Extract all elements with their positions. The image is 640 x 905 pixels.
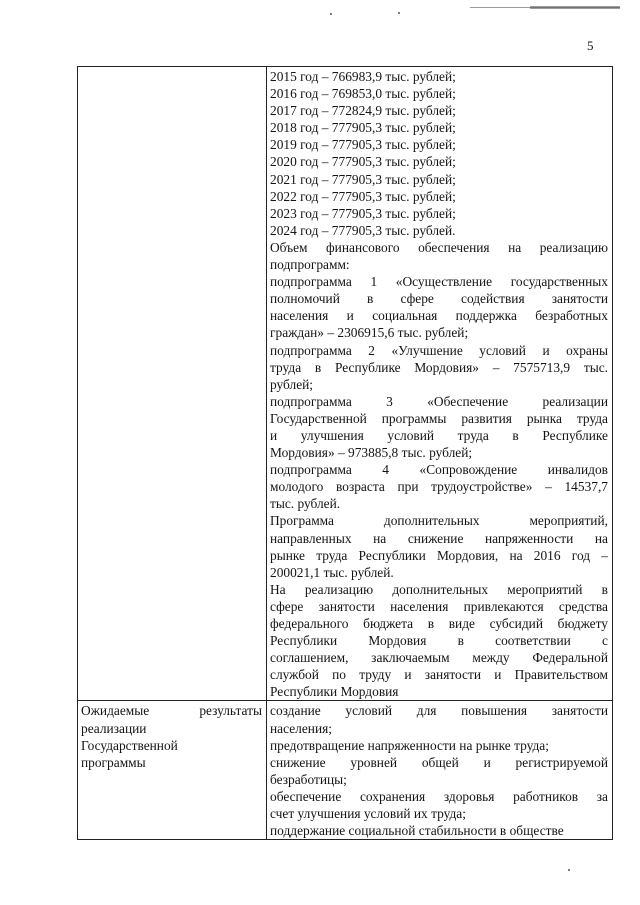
text-line: Государственной xyxy=(81,737,178,753)
text-line: Программа дополнительных мероприятий, xyxy=(270,513,608,529)
text-line: 2020 год – 777905,3 тыс. рублей; xyxy=(270,154,456,170)
text-line: безработицы; xyxy=(270,771,347,787)
row2-right-cell xyxy=(267,701,613,840)
text-line: 2019 год – 777905,3 тыс. рублей; xyxy=(270,137,456,153)
text-line: Республики Мордовия в соответствии с xyxy=(270,633,608,649)
text-line: Государственной программы развития рынка труда xyxy=(270,410,608,426)
text-line: 2022 год – 777905,3 тыс. рублей; xyxy=(270,188,456,204)
text-line: реализации xyxy=(81,720,147,736)
page-number: 5 xyxy=(587,38,594,53)
scan-artifact xyxy=(470,6,620,9)
text-line: 2016 год – 769853,0 тыс. рублей; xyxy=(270,86,456,102)
text-line: рублей; xyxy=(270,376,314,392)
text-line: федерального бюджета в виде субсидий бюджету xyxy=(270,616,608,631)
text-line: На реализацию дополнительных мероприятий в xyxy=(270,581,608,597)
text-line: молодого возраста при трудоустройстве» – 14537,7 xyxy=(270,479,608,495)
text-line: Объем финансового обеспечения на реализацию xyxy=(270,239,608,255)
text-line: направленных на снижение напряженности на xyxy=(270,530,608,546)
text-line: поддержание социальной стабильности в обществе xyxy=(270,823,564,839)
text-line: подпрограмма 2 «Улучшение условий и охраны xyxy=(270,342,608,358)
text-line: полномочий в сфере содействия занятости xyxy=(270,291,608,307)
text-line: программы xyxy=(81,754,146,770)
text-line: 200021,1 тыс. рублей. xyxy=(270,564,394,580)
text-line: труда в Республике Мордовия» – 7575713,9 тыс. xyxy=(270,359,608,375)
text-line: тыс. рублей. xyxy=(270,496,341,512)
text-line: 2021 год – 777905,3 тыс. рублей; xyxy=(270,171,456,187)
row1-left-cell xyxy=(78,67,267,701)
row1-right-cell xyxy=(267,67,613,701)
scan-speck xyxy=(398,12,400,14)
text-line: создание условий для повышения занятости xyxy=(270,703,608,719)
text-line: подпрограмма 1 «Осуществление государственных xyxy=(270,274,608,290)
text-line: счет улучшения условий их труда; xyxy=(270,806,466,822)
text-line: обеспечение сохранения здоровья работников за xyxy=(270,788,608,804)
scan-speck xyxy=(568,869,570,871)
text-line: населения; xyxy=(270,720,332,736)
table-row xyxy=(78,67,613,701)
text-line: снижение уровней общей и регистрируемой xyxy=(270,754,608,770)
text-line: подпрограмма 4 «Сопровождение инвалидов xyxy=(270,462,608,478)
text-line: предотвращение напряженности на рынке труда; xyxy=(270,737,549,753)
scan-speck xyxy=(330,13,332,15)
text-line: 2018 год – 777905,3 тыс. рублей; xyxy=(270,120,456,136)
text-line: 2015 год – 766983,9 тыс. рублей; xyxy=(270,69,456,84)
text-line: подпрограмма 3 «Обеспечение реализации xyxy=(270,393,608,409)
text-line: рынке труда Республики Мордовия, на 2016 год – xyxy=(270,547,608,563)
text-line: населения и социальная поддержка безработных xyxy=(270,308,608,324)
passport-table xyxy=(77,66,613,840)
text-line: 2024 год – 777905,3 тыс. рублей. xyxy=(270,222,456,238)
text-line: подпрограмм: xyxy=(270,257,350,273)
table-row xyxy=(78,701,613,840)
text-line: сфере занятости населения привлекаются средства xyxy=(270,598,608,614)
text-line: и улучшения условий труда в Республике xyxy=(270,427,608,443)
text-line: 2017 год – 772824,9 тыс. рублей; xyxy=(270,103,456,119)
text-line: соглашением, заключаемым между Федеральной xyxy=(270,650,608,666)
text-line: Мордовия» – 973885,8 тыс. рублей; xyxy=(270,445,473,461)
row2-left-cell xyxy=(78,701,267,840)
text-line: Ожидаемые результаты xyxy=(81,703,262,719)
text-line: службой по труду и занятости и Правительством xyxy=(270,667,608,683)
text-line: 2023 год – 777905,3 тыс. рублей; xyxy=(270,205,456,221)
text-line: граждан» – 2306915,6 тыс. рублей; xyxy=(270,325,469,341)
text-line: Республики Мордовия xyxy=(270,684,399,700)
